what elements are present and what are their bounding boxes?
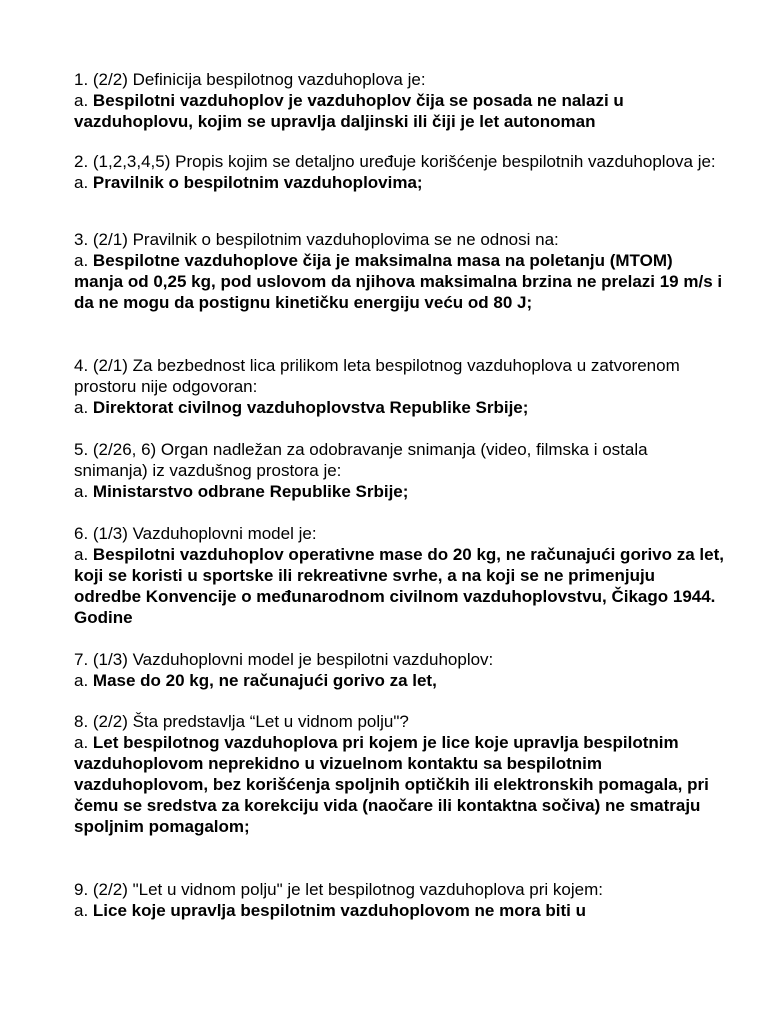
answer-body: Let bespilotnog vazduhoplova pri kojem je lice koje upravlja bespilotnim vazduhoplovom neprekidno u vizuelnom kontaktu sa bespilotnim vazduhoplovom, bez korišćenja spoljnih optičkih ili elektronskih pomagala, pri čemu se sredstva za korekciju vida (naočare ili kontaktna sočiva) ne smatraju spoljnim pomagalom; (74, 733, 709, 836)
answer-label: a. (74, 482, 89, 501)
answer-text (74, 90, 724, 132)
question-text: 8. (2/2) Šta predstavlja “Let u vidnom polju"? (74, 712, 409, 731)
question-7 (74, 649, 724, 691)
question-1 (74, 69, 724, 132)
question-text: 9. (2/2) "Let u vidnom polju" je let bespilotnog vazduhoplova pri kojem: (74, 880, 603, 899)
answer-label: a. (74, 91, 89, 110)
answer-label: a. (74, 398, 89, 417)
question-5 (74, 439, 724, 502)
answer-body: Bespilotni vazduhoplov je vazduhoplov čija se posada ne nalazi u vazduhoplovu, kojim se upravlja daljinski ili čiji je let autonoman (74, 91, 624, 131)
answer-text (74, 172, 724, 193)
answer-text (74, 397, 724, 418)
question-text: 2. (1,2,3,4,5) Propis kojim se detaljno uređuje korišćenje bespilotnih vazduhoplova je: (74, 152, 716, 171)
answer-label: a. (74, 901, 89, 920)
question-text: 5. (2/26, 6) Organ nadležan za odobravanje snimanja (video, filmska i ostala snimanja) iz vazdušnog prostora je: (74, 440, 648, 480)
answer-body: Lice koje upravlja bespilotnim vazduhoplovom ne mora biti u (92, 901, 587, 920)
question-text: 6. (1/3) Vazduhoplovni model je: (74, 524, 317, 543)
answer-label: a. (74, 733, 89, 752)
question-text: 7. (1/3) Vazduhoplovni model je bespilotni vazduhoplov: (74, 650, 494, 669)
answer-text (74, 544, 724, 628)
question-9 (74, 879, 724, 921)
answer-label: a. (74, 671, 89, 690)
question-text: 1. (2/2) Definicija bespilotnog vazduhoplova je: (74, 70, 426, 89)
question-4 (74, 355, 724, 418)
answer-text (74, 670, 724, 691)
answer-label: a. (74, 545, 89, 564)
answer-text (74, 250, 724, 313)
question-3 (74, 229, 724, 313)
question-text: 3. (2/1) Pravilnik o bespilotnim vazduhoplovima se ne odnosi na: (74, 230, 559, 249)
answer-text (74, 732, 724, 837)
answer-text (74, 900, 724, 921)
answer-label: a. (74, 251, 89, 270)
question-6 (74, 523, 724, 628)
answer-body: Ministarstvo odbrane Republike Srbije; (92, 482, 409, 501)
answer-body: Pravilnik o bespilotnim vazduhoplovima; (92, 173, 423, 192)
answer-body: Mase do 20 kg, ne računajući gorivo za let, (92, 671, 437, 690)
answer-text (74, 481, 724, 502)
question-2 (74, 151, 724, 193)
answer-label: a. (74, 173, 89, 192)
answer-body: Direktorat civilnog vazduhoplovstva Republike Srbije; (92, 398, 529, 417)
question-8 (74, 711, 724, 837)
answer-body: Bespilotni vazduhoplov operativne mase do 20 kg, ne računajući gorivo za let, koji se koristi u sportske ili rekreativne svrhe, a na koji se ne primenjuju odredbe Konvencije o međunarodnom civilnom vazduhoplovstvu, Čikago 1944. Godine (74, 545, 724, 627)
answer-body: Bespilotne vazduhoplove čija je maksimalna masa na poletanju (MTOM) manja od 0,25 kg, pod uslovom da njihova maksimalna brzina ne prelazi 19 m/s i da ne mogu da postignu kinetičku energiju veću od 80 J; (74, 251, 723, 312)
question-text: 4. (2/1) Za bezbednost lica prilikom leta bespilotnog vazduhoplova u zatvorenom prostoru nije odgovoran: (74, 356, 680, 396)
